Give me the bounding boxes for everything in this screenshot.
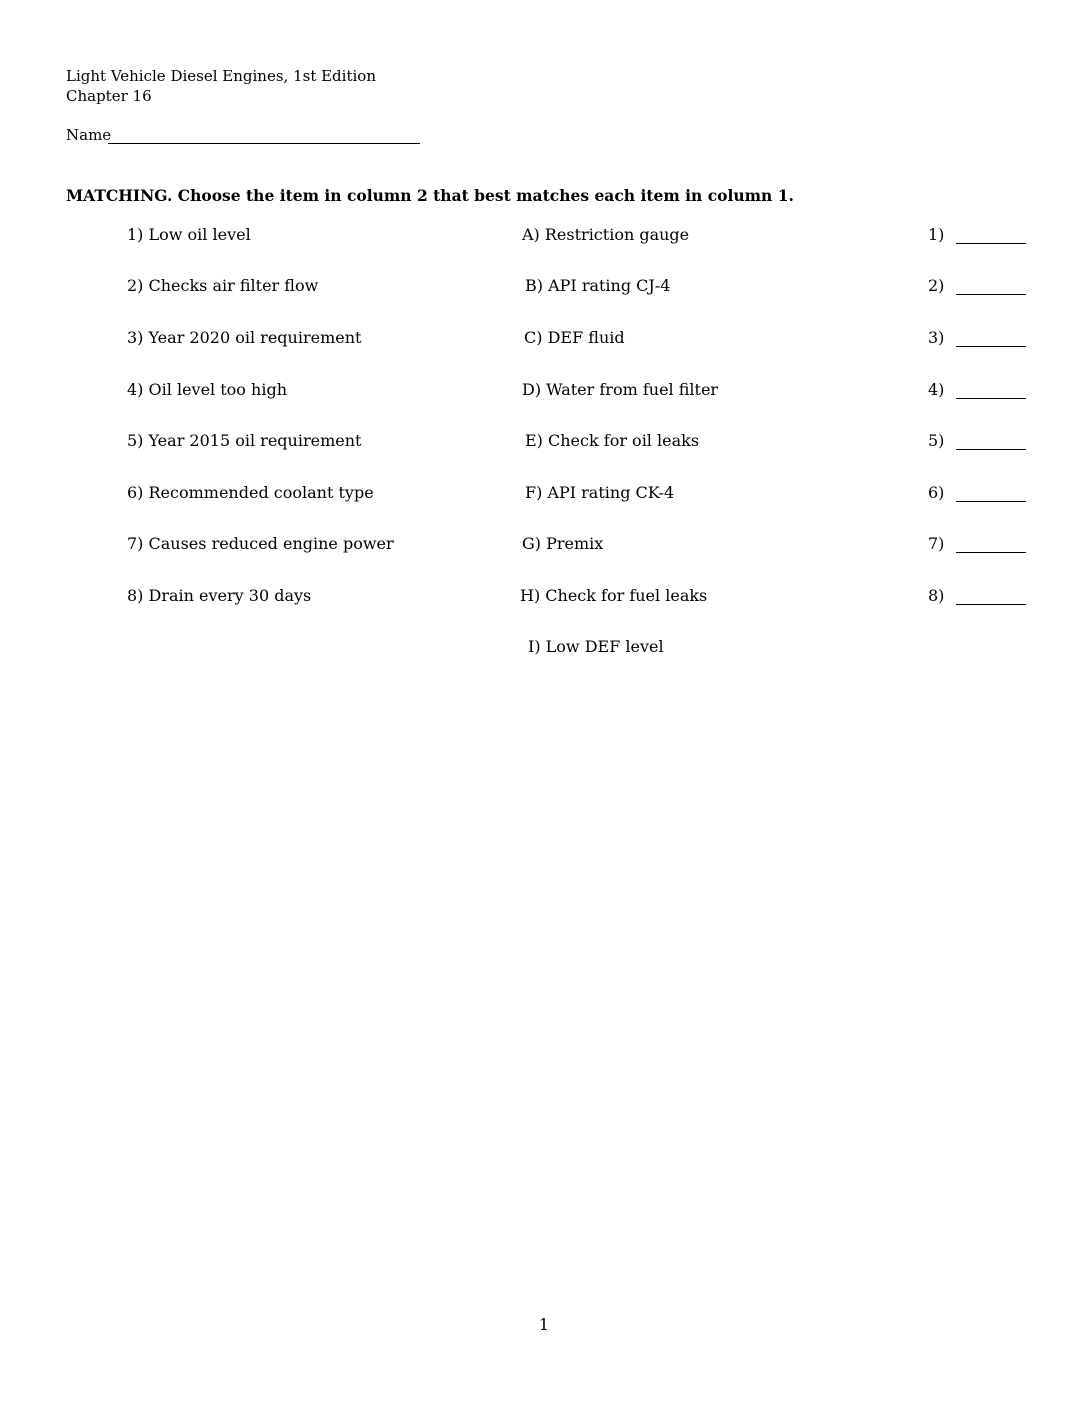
answer-blank[interactable]	[956, 449, 1026, 450]
column1-item: 6) Recommended coolant type	[127, 483, 374, 502]
column1-item: 4) Oil level too high	[127, 380, 287, 399]
answer-blank[interactable]	[956, 294, 1026, 295]
answer-blank[interactable]	[956, 346, 1026, 347]
answer-number: 5)	[928, 431, 945, 450]
name-field-line[interactable]	[108, 143, 420, 144]
answer-number: 8)	[928, 586, 945, 605]
answer-blank[interactable]	[956, 501, 1026, 502]
column2-item: E) Check for oil leaks	[525, 431, 700, 450]
matching-row-8	[0, 585, 1088, 609]
column1-item: 5) Year 2015 oil requirement	[127, 431, 362, 450]
matching-row-4	[0, 379, 1088, 403]
book-title: Light Vehicle Diesel Engines, 1st Edition	[66, 67, 376, 85]
column2-item: D) Water from fuel filter	[522, 380, 719, 399]
answer-number: 1)	[928, 225, 945, 244]
matching-row-7	[0, 533, 1088, 557]
page-number: 1	[538, 1315, 550, 1334]
column2-item: C) DEF fluid	[524, 328, 625, 347]
answer-number: 3)	[928, 328, 945, 347]
column2-item: A) Restriction gauge	[522, 225, 690, 244]
matching-row-5	[0, 430, 1088, 454]
matching-row-9	[0, 636, 1088, 660]
answer-blank[interactable]	[956, 243, 1026, 244]
matching-row-3	[0, 327, 1088, 351]
matching-row-1	[0, 224, 1088, 248]
column2-item: G) Premix	[522, 534, 604, 553]
column2-item: I) Low DEF level	[528, 637, 664, 656]
column2-item: F) API rating CK-4	[525, 483, 675, 502]
answer-number: 7)	[928, 534, 945, 553]
answer-blank[interactable]	[956, 552, 1026, 553]
column1-item: 3) Year 2020 oil requirement	[127, 328, 362, 347]
column2-item: H) Check for fuel leaks	[520, 586, 708, 605]
column1-item: 7) Causes reduced engine power	[127, 534, 394, 553]
answer-number: 6)	[928, 483, 945, 502]
answer-number: 4)	[928, 380, 945, 399]
name-label: Name	[66, 126, 112, 144]
answer-number: 2)	[928, 276, 945, 295]
answer-blank[interactable]	[956, 398, 1026, 399]
matching-row-2	[0, 275, 1088, 299]
matching-row-6	[0, 482, 1088, 506]
column2-item: B) API rating CJ-4	[525, 276, 671, 295]
column1-item: 8) Drain every 30 days	[127, 586, 312, 605]
column1-item: 2) Checks air filter flow	[127, 276, 319, 295]
matching-instructions: MATCHING. Choose the item in column 2 that best matches each item in column 1.	[66, 186, 794, 205]
column1-item: 1) Low oil level	[127, 225, 251, 244]
chapter-label: Chapter 16	[66, 87, 152, 105]
answer-blank[interactable]	[956, 604, 1026, 605]
